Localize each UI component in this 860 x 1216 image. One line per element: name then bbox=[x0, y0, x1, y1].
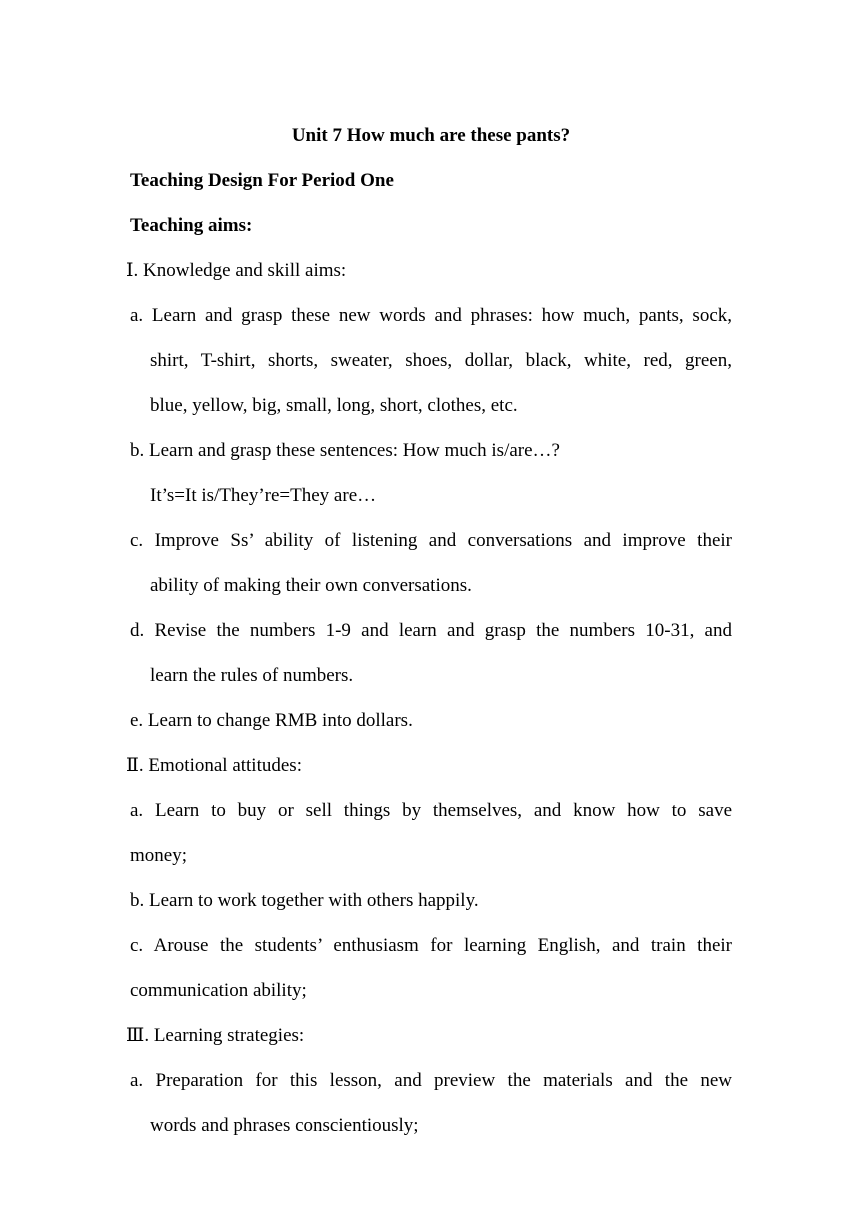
section-heading-knowledge: Ⅰ. Knowledge and skill aims: bbox=[126, 260, 347, 281]
paragraph-line: a. Learn and grasp these new words and phrases: how much, pants, sock, bbox=[130, 305, 732, 326]
section-heading-emotional: Ⅱ. Emotional attitudes: bbox=[126, 755, 302, 776]
paragraph-line: shirt, T-shirt, shorts, sweater, shoes, dollar, black, white, red, green, bbox=[150, 350, 732, 371]
paragraph-line: learn the rules of numbers. bbox=[150, 665, 354, 686]
paragraph-line: ability of making their own conversations. bbox=[150, 575, 472, 596]
paragraph-line: money; bbox=[130, 845, 187, 866]
paragraph-line: c. Improve Ss’ ability of listening and conversations and improve their bbox=[130, 530, 732, 551]
section-heading-strategies: Ⅲ. Learning strategies: bbox=[126, 1025, 305, 1046]
paragraph-line: words and phrases conscientiously; bbox=[150, 1115, 419, 1136]
paragraph-line: a. Learn to buy or sell things by themselves, and know how to save bbox=[130, 800, 732, 821]
paragraph-line: e. Learn to change RMB into dollars. bbox=[130, 710, 413, 731]
paragraph-line: It’s=It is/They’re=They are… bbox=[150, 485, 377, 506]
paragraph-line: c. Arouse the students’ enthusiasm for learning English, and train their bbox=[130, 935, 732, 956]
document-subtitle: Teaching Design For Period One bbox=[130, 170, 394, 191]
document-page bbox=[126, 113, 732, 1148]
paragraph-line: d. Revise the numbers 1-9 and learn and grasp the numbers 10-31, and bbox=[130, 620, 732, 641]
paragraph-line: blue, yellow, big, small, long, short, clothes, etc. bbox=[150, 395, 518, 416]
aims-heading: Teaching aims: bbox=[130, 215, 253, 236]
document-title: Unit 7 How much are these pants? bbox=[291, 125, 571, 146]
paragraph-line: a. Preparation for this lesson, and preview the materials and the new bbox=[130, 1070, 732, 1091]
paragraph-line: b. Learn and grasp these sentences: How much is/are…? bbox=[130, 440, 560, 461]
paragraph-line: communication ability; bbox=[130, 980, 307, 1001]
paragraph-line: b. Learn to work together with others happily. bbox=[130, 890, 479, 911]
